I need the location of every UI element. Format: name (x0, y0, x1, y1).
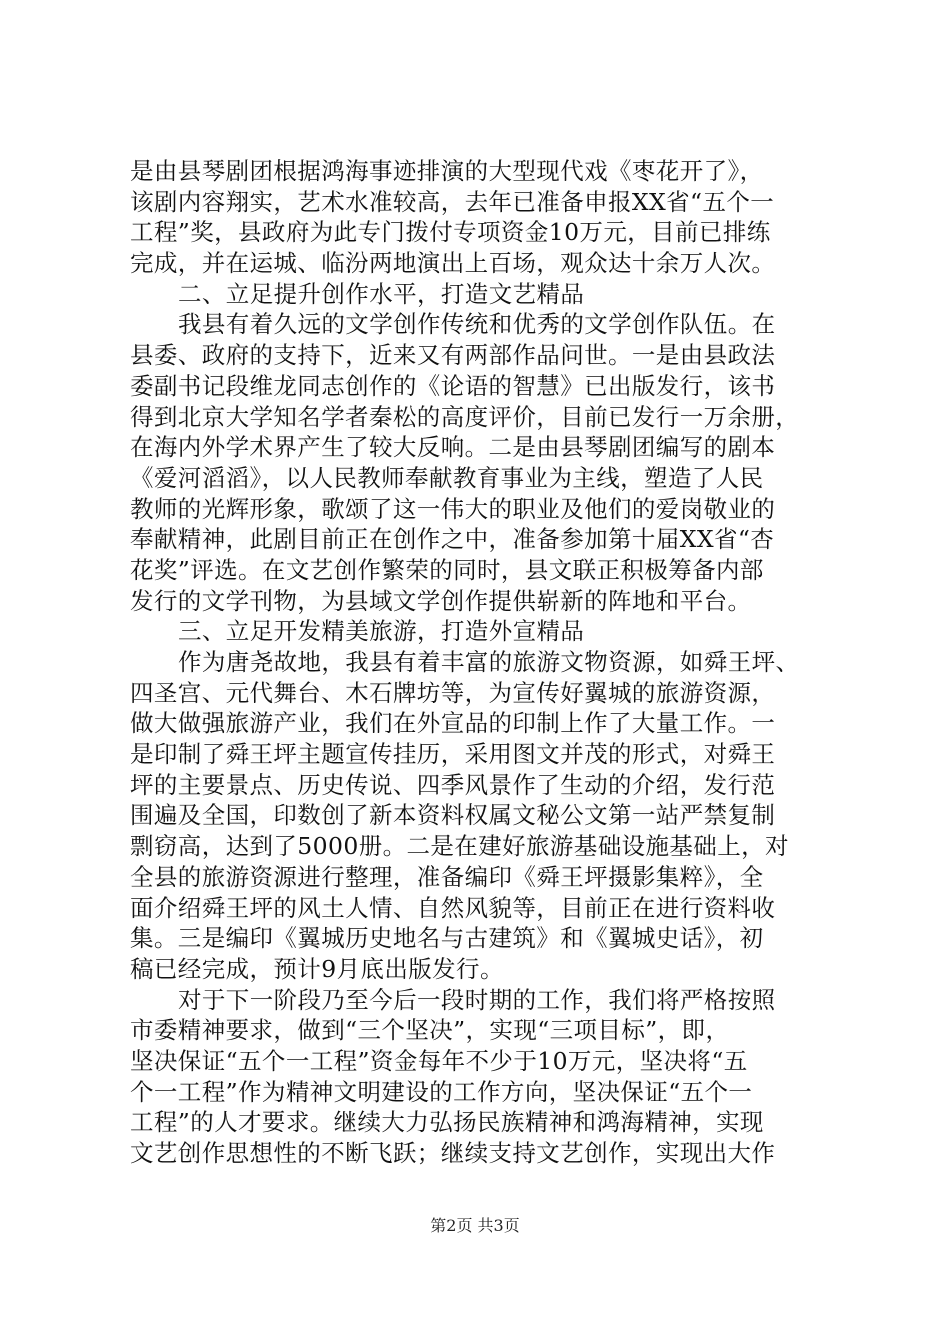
text-line: 委副书记段维龙同志创作的《论语的智慧》已出版发行，该书 (130, 371, 776, 400)
text-line: 做大做强旅游产业，我们在外宣品的印制上作了大量工作。一 (130, 709, 776, 738)
text-line: 该剧内容翔实，艺术水准较高，去年已准备申报XX省“五个一 (130, 187, 775, 216)
text-line: 围遍及全国，印数创了新本资料权属文秘公文第一站严禁复制 (130, 801, 776, 830)
text-line: 《爱河滔滔》，以人民教师奉献教育事业为主线，塑造了人民 (130, 463, 764, 492)
text-line: 个一工程”作为精神文明建设的工作方向，坚决保证“五个一 (130, 1077, 753, 1106)
text-line: 我县有着久远的文学创作传统和优秀的文学创作队伍。在 (178, 310, 776, 339)
text-line: 得到北京大学知名学者秦松的高度评价，目前已发行一万余册， (130, 402, 800, 431)
text-line: 四圣宫、元代舞台、木石牌坊等，为宣传好翼城的旅游资源， (130, 678, 776, 707)
text-line: 作为唐尧故地，我县有着丰富的旅游文物资源，如舜王坪、 (178, 648, 800, 676)
page-footer: 第2页 共3页 (430, 1216, 520, 1235)
text-line: 对于下一阶段乃至今后一段时期的工作，我们将严格按照 (178, 985, 776, 1014)
text-line: 工程”奖，县政府为此专门拨付专项资金10万元，目前已排练 (130, 218, 771, 247)
text-line: 三、立足开发精美旅游，打造外宣精品 (178, 617, 585, 646)
text-line: 是由县琴剧团根据鸿海事迹排演的大型现代戏《枣花开了》， (130, 157, 764, 185)
text-line: 是印制了舜王坪主题宣传挂历，采用图文并茂的形式，对舜王 (130, 740, 776, 769)
text-line: 奉献精神，此剧目前正在创作之中，准备参加第十届XX省“杏 (130, 525, 775, 554)
text-line: 集。三是编印《翼城历史地名与古建筑》和《翼城史话》，初 (130, 924, 764, 953)
text-line: 在海内外学术界产生了较大反响。二是由县琴剧团编写的剧本 (130, 433, 776, 462)
text-line: 稿已经完成，预计9月底出版发行。 (130, 954, 504, 983)
text-line: 文艺创作思想性的不断飞跃；继续支持文艺创作，实现出大作 (130, 1139, 776, 1167)
text-line: 市委精神要求，做到“三个坚决”，实现“三项目标”，即， (130, 1016, 730, 1045)
document-body (130, 156, 830, 1169)
text-line: 全县的旅游资源进行整理，准备编印《舜王坪摄影集粹》，全 (130, 862, 764, 891)
text-line: 剽窃高，达到了5000册。二是在建好旅游基础设施基础上，对 (130, 832, 789, 861)
text-line: 完成，并在运城、临汾两地演出上百场，观众达十余万人次。 (130, 249, 776, 278)
text-line: 面介绍舜王坪的风土人情、自然风貌等，目前正在进行资料收 (130, 893, 776, 922)
text-line: 工程”的人才要求。继续大力弘扬民族精神和鸿海精神，实现 (130, 1108, 764, 1137)
text-line: 发行的文学刊物，为县域文学创作提供崭新的阵地和平台。 (130, 586, 752, 615)
text-line: 坚决保证“五个一工程”资金每年不少于10万元，坚决将“五 (130, 1046, 748, 1075)
text-line: 坪的主要景点、历史传说、四季风景作了生动的介绍，发行范 (130, 770, 776, 799)
text-line: 花奖”评选。在文艺创作繁荣的同时，县文联正积极筹备内部 (130, 555, 764, 584)
text-line: 县委、政府的支持下，近来又有两部作品问世。一是由县政法 (130, 341, 776, 370)
text-line: 二、立足提升创作水平，打造文艺精品 (178, 279, 585, 308)
text-line: 教师的光辉形象，歌颂了这一伟大的职业及他们的爱岗敬业的 (130, 494, 776, 523)
